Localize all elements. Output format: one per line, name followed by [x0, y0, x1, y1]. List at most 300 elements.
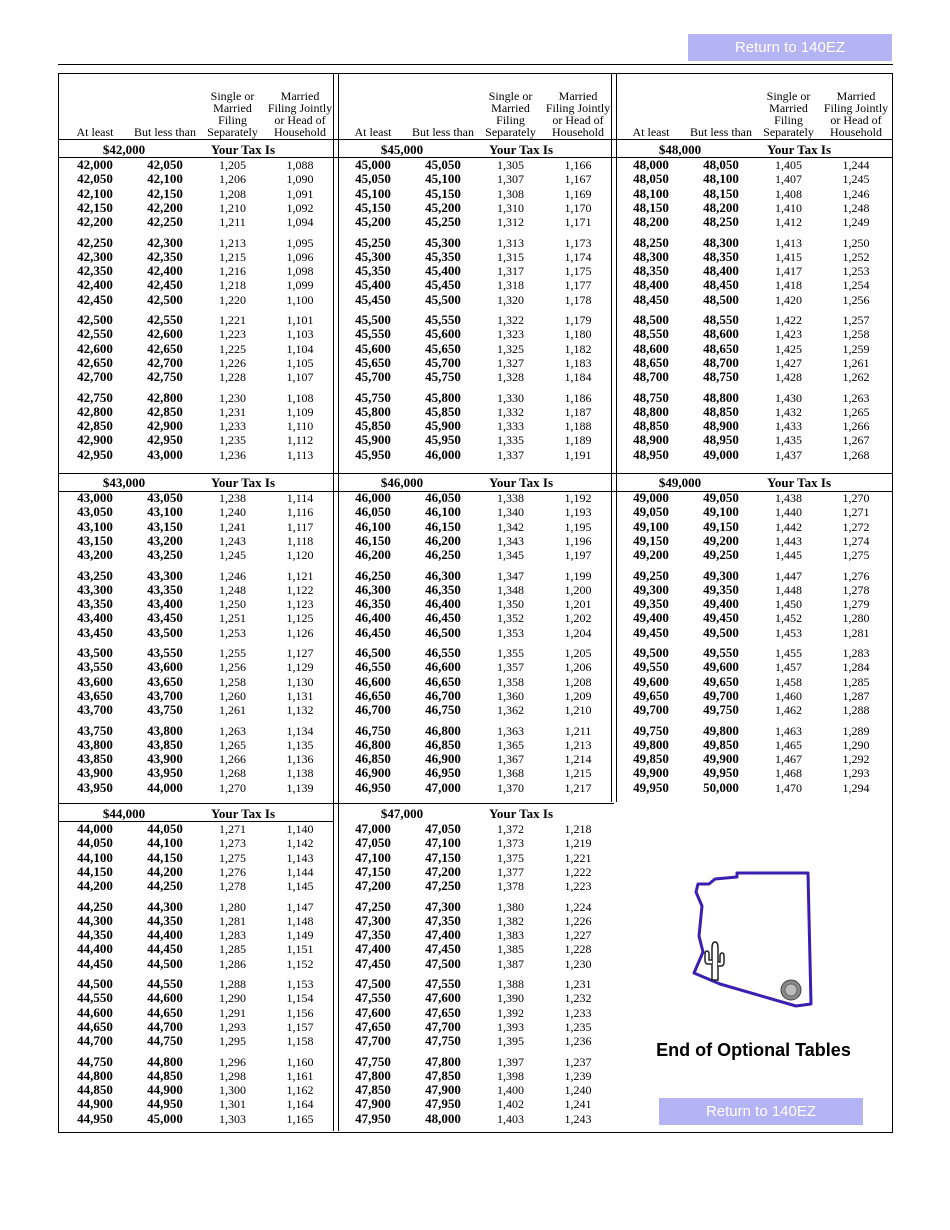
- but-less-than-cell: 48,950: [703, 432, 739, 448]
- married-tax-cell: 1,288: [842, 703, 870, 718]
- table-row: [616, 327, 891, 341]
- table-row: [338, 957, 613, 971]
- at-least-cell: 48,300: [633, 248, 669, 264]
- table-row: [338, 236, 613, 250]
- but-less-than-cell: 46,500: [425, 624, 461, 640]
- at-least-cell: 44,850: [77, 1082, 113, 1098]
- but-less-than-cell: 45,300: [425, 234, 461, 250]
- married-tax-cell: 1,204: [564, 625, 592, 640]
- married-tax-cell: 1,284: [842, 660, 870, 675]
- married-tax-cell: 1,271: [842, 505, 870, 520]
- but-less-than-cell: 46,900: [425, 751, 461, 767]
- at-least-cell: 47,400: [355, 941, 391, 957]
- bracket-header: [616, 142, 891, 157]
- table-row: [60, 611, 335, 625]
- but-less-than-cell: 44,500: [147, 955, 183, 971]
- single-tax-cell: 1,328: [497, 370, 524, 385]
- single-tax-cell: 1,228: [219, 370, 246, 385]
- at-least-cell: 49,750: [633, 722, 669, 738]
- header-but-less-than: But less than: [412, 125, 474, 139]
- at-least-cell: 49,400: [633, 610, 669, 626]
- married-tax-cell: 1,205: [564, 646, 592, 660]
- married-tax-cell: 1,153: [286, 977, 314, 991]
- state-seal-icon: [781, 980, 801, 1000]
- but-less-than-cell: 48,100: [703, 171, 739, 187]
- at-least-cell: 44,000: [77, 821, 113, 836]
- table-row: [338, 405, 613, 419]
- your-tax-is-label: Your Tax Is: [766, 142, 832, 157]
- but-less-than-cell: 42,450: [147, 277, 183, 293]
- your-tax-is-label: Your Tax Is: [210, 806, 276, 821]
- at-least-cell: 48,450: [633, 291, 669, 307]
- married-tax-cell: 1,154: [286, 991, 314, 1006]
- married-tax-cell: 1,243: [564, 1111, 592, 1126]
- but-less-than-cell: 44,450: [147, 941, 183, 957]
- married-tax-cell: 1,157: [286, 1019, 314, 1034]
- single-tax-cell: 1,450: [775, 597, 802, 612]
- married-tax-cell: 1,226: [564, 913, 592, 928]
- married-tax-cell: 1,098: [286, 264, 314, 279]
- but-less-than-cell: 45,600: [425, 326, 461, 342]
- return-to-140ez-button-bottom[interactable]: Return to 140EZ: [659, 1098, 863, 1125]
- at-least-cell: 42,750: [77, 389, 113, 405]
- table-row: [60, 433, 335, 447]
- married-tax-cell: 1,289: [842, 723, 870, 738]
- table-row: [60, 703, 335, 717]
- single-tax-cell: 1,308: [497, 186, 524, 201]
- single-tax-cell: 1,285: [219, 942, 246, 957]
- at-least-cell: 49,900: [633, 765, 669, 781]
- but-less-than-cell: 42,850: [147, 403, 183, 419]
- table-row: [60, 356, 335, 370]
- at-least-cell: 42,900: [77, 432, 113, 448]
- married-tax-cell: 1,214: [564, 752, 592, 767]
- table-row: [338, 158, 613, 172]
- married-tax-cell: 1,095: [286, 235, 314, 250]
- table-row: [616, 611, 891, 625]
- but-less-than-cell: 44,550: [147, 976, 183, 991]
- at-least-cell: 45,800: [355, 403, 391, 419]
- single-tax-cell: 1,413: [775, 235, 802, 250]
- header-single: Single or Married Filing Separately: [207, 89, 258, 139]
- married-tax-cell: 1,126: [286, 625, 314, 640]
- married-tax-cell: 1,125: [286, 611, 314, 626]
- single-tax-cell: 1,403: [497, 1111, 524, 1126]
- married-tax-cell: 1,158: [286, 1034, 314, 1049]
- at-least-cell: 47,700: [355, 1033, 391, 1049]
- but-less-than-cell: 49,250: [703, 547, 739, 563]
- at-least-cell: 42,100: [77, 185, 113, 201]
- header-single: Single or Married Filing Separately: [763, 89, 814, 139]
- table-row: [338, 433, 613, 447]
- at-least-cell: 42,800: [77, 403, 113, 419]
- table-row: [338, 991, 613, 1005]
- single-tax-cell: 1,263: [219, 723, 246, 738]
- but-less-than-cell: 46,100: [425, 504, 461, 520]
- table-row: [60, 942, 335, 956]
- table-row: [60, 391, 335, 405]
- your-tax-is-label: Your Tax Is: [210, 142, 276, 157]
- at-least-cell: 45,100: [355, 185, 391, 201]
- table-row: [338, 201, 613, 215]
- single-tax-cell: 1,467: [775, 752, 802, 767]
- bracket-header: [60, 806, 335, 821]
- single-tax-cell: 1,313: [497, 235, 524, 250]
- single-tax-cell: 1,310: [497, 200, 524, 215]
- at-least-cell: 48,750: [633, 389, 669, 405]
- at-least-cell: 44,300: [77, 912, 113, 928]
- single-tax-cell: 1,440: [775, 505, 802, 520]
- married-tax-cell: 1,236: [564, 1034, 592, 1049]
- married-tax-cell: 1,183: [564, 355, 592, 370]
- married-tax-cell: 1,249: [842, 215, 870, 230]
- top-rule: [58, 64, 893, 65]
- married-tax-cell: 1,145: [286, 879, 314, 894]
- single-tax-cell: 1,221: [219, 313, 246, 327]
- married-tax-cell: 1,293: [842, 766, 870, 781]
- married-tax-cell: 1,136: [286, 752, 314, 767]
- table-row: [338, 738, 613, 752]
- at-least-cell: 46,500: [355, 645, 391, 660]
- single-tax-cell: 1,273: [219, 836, 246, 851]
- married-tax-cell: 1,290: [842, 737, 870, 752]
- table-row: [616, 689, 891, 703]
- single-tax-cell: 1,417: [775, 264, 802, 279]
- but-less-than-cell: 49,750: [703, 702, 739, 718]
- but-less-than-cell: 46,300: [425, 567, 461, 583]
- single-tax-cell: 1,398: [497, 1068, 524, 1083]
- divider-line: [59, 803, 614, 804]
- table-row: [60, 583, 335, 597]
- but-less-than-cell: 44,000: [147, 779, 183, 795]
- but-less-than-cell: 44,900: [147, 1082, 183, 1098]
- but-less-than-cell: 48,850: [703, 403, 739, 419]
- single-tax-cell: 1,433: [775, 419, 802, 434]
- married-tax-cell: 1,117: [286, 519, 314, 534]
- table-row: [60, 172, 335, 186]
- married-tax-cell: 1,223: [564, 879, 592, 894]
- single-tax-cell: 1,243: [219, 533, 246, 548]
- single-tax-cell: 1,407: [775, 172, 802, 187]
- table-row: [616, 646, 891, 660]
- at-least-cell: 44,250: [77, 898, 113, 914]
- return-to-140ez-button[interactable]: Return to 140EZ: [688, 34, 892, 61]
- single-tax-cell: 1,256: [219, 660, 246, 675]
- table-row: [60, 781, 335, 795]
- table-row: [616, 215, 891, 229]
- but-less-than-cell: 46,700: [425, 687, 461, 703]
- at-least-cell: 44,700: [77, 1033, 113, 1049]
- single-tax-cell: 1,231: [219, 404, 246, 419]
- at-least-cell: 42,550: [77, 326, 113, 342]
- table-row: [616, 534, 891, 548]
- married-tax-cell: 1,278: [842, 582, 870, 597]
- at-least-cell: 49,850: [633, 751, 669, 767]
- table-row: [338, 370, 613, 384]
- but-less-than-cell: 42,600: [147, 326, 183, 342]
- single-tax-cell: 1,286: [219, 956, 246, 971]
- table-row: [616, 172, 891, 186]
- single-tax-cell: 1,430: [775, 390, 802, 405]
- table-row: [338, 865, 613, 879]
- table-row: [616, 313, 891, 327]
- single-tax-cell: 1,218: [219, 278, 246, 293]
- married-tax-cell: 1,219: [564, 836, 592, 851]
- married-tax-cell: 1,281: [842, 625, 870, 640]
- but-less-than-cell: 46,650: [425, 673, 461, 689]
- single-tax-cell: 1,312: [497, 215, 524, 230]
- single-tax-cell: 1,375: [497, 850, 524, 865]
- table-row: [338, 1112, 613, 1126]
- single-tax-cell: 1,455: [775, 646, 802, 660]
- single-tax-cell: 1,291: [219, 1005, 246, 1020]
- table-row: [338, 977, 613, 991]
- table-row: [60, 548, 335, 562]
- at-least-cell: 46,950: [355, 779, 391, 795]
- table-row: [60, 991, 335, 1005]
- married-tax-cell: 1,257: [842, 313, 870, 327]
- married-tax-cell: 1,099: [286, 278, 314, 293]
- but-less-than-cell: 46,750: [425, 702, 461, 718]
- table-row: [616, 356, 891, 370]
- at-least-cell: 45,050: [355, 171, 391, 187]
- at-least-cell: 44,650: [77, 1018, 113, 1034]
- but-less-than-cell: 43,150: [147, 518, 183, 534]
- single-tax-cell: 1,428: [775, 370, 802, 385]
- at-least-cell: 43,350: [77, 596, 113, 612]
- married-tax-cell: 1,178: [564, 292, 592, 307]
- table-row: [338, 928, 613, 942]
- single-tax-cell: 1,395: [497, 1034, 524, 1049]
- but-less-than-cell: 43,050: [147, 490, 183, 505]
- table-row: [60, 914, 335, 928]
- table-row: [616, 201, 891, 215]
- but-less-than-cell: 43,200: [147, 532, 183, 548]
- at-least-cell: 43,650: [77, 687, 113, 703]
- table-row: [60, 836, 335, 850]
- at-least-cell: 46,000: [355, 490, 391, 505]
- single-tax-cell: 1,470: [775, 780, 802, 795]
- single-tax-cell: 1,323: [497, 327, 524, 342]
- single-tax-cell: 1,278: [219, 879, 246, 894]
- table-row: [338, 278, 613, 292]
- but-less-than-cell: 46,250: [425, 547, 461, 563]
- but-less-than-cell: 45,900: [425, 418, 461, 434]
- table-row: [338, 766, 613, 780]
- at-least-cell: 45,450: [355, 291, 391, 307]
- but-less-than-cell: 44,100: [147, 835, 183, 851]
- at-least-cell: 48,550: [633, 326, 669, 342]
- married-tax-cell: 1,100: [286, 292, 314, 307]
- single-tax-cell: 1,365: [497, 737, 524, 752]
- but-less-than-cell: 45,100: [425, 171, 461, 187]
- married-tax-cell: 1,215: [564, 766, 592, 781]
- table-row: [60, 675, 335, 689]
- but-less-than-cell: 45,500: [425, 291, 461, 307]
- table-row: [616, 391, 891, 405]
- married-tax-cell: 1,233: [564, 1005, 592, 1020]
- at-least-cell: 45,200: [355, 214, 391, 230]
- married-tax-cell: 1,108: [286, 390, 314, 405]
- at-least-cell: 47,150: [355, 863, 391, 879]
- but-less-than-cell: 49,850: [703, 736, 739, 752]
- single-tax-cell: 1,348: [497, 582, 524, 597]
- at-least-cell: 48,050: [633, 171, 669, 187]
- table-row: [616, 626, 891, 640]
- married-tax-cell: 1,195: [564, 519, 592, 534]
- table-row: [616, 675, 891, 689]
- married-tax-cell: 1,192: [564, 491, 592, 505]
- but-less-than-cell: 47,100: [425, 835, 461, 851]
- but-less-than-cell: 46,350: [425, 581, 461, 597]
- at-least-cell: 46,750: [355, 722, 391, 738]
- table-row: [60, 505, 335, 519]
- table-row: [616, 520, 891, 534]
- single-tax-cell: 1,458: [775, 674, 802, 689]
- but-less-than-cell: 47,650: [425, 1004, 461, 1020]
- at-least-cell: 47,650: [355, 1018, 391, 1034]
- table-row: [60, 1055, 335, 1069]
- table-row: [60, 851, 335, 865]
- at-least-cell: 42,650: [77, 354, 113, 370]
- at-least-cell: 48,350: [633, 263, 669, 279]
- single-tax-cell: 1,438: [775, 491, 802, 505]
- but-less-than-cell: 43,300: [147, 567, 183, 583]
- married-tax-cell: 1,213: [564, 737, 592, 752]
- married-tax-cell: 1,279: [842, 597, 870, 612]
- single-tax-cell: 1,363: [497, 723, 524, 738]
- but-less-than-cell: 48,000: [425, 1110, 461, 1126]
- at-least-cell: 48,250: [633, 234, 669, 250]
- married-tax-cell: 1,240: [564, 1083, 592, 1098]
- single-tax-cell: 1,293: [219, 1019, 246, 1034]
- single-tax-cell: 1,223: [219, 327, 246, 342]
- table-row: [616, 752, 891, 766]
- single-tax-cell: 1,453: [775, 625, 802, 640]
- married-tax-cell: 1,199: [564, 568, 592, 583]
- at-least-cell: 48,650: [633, 354, 669, 370]
- but-less-than-cell: 47,000: [425, 779, 461, 795]
- but-less-than-cell: 42,950: [147, 432, 183, 448]
- at-least-cell: 48,100: [633, 185, 669, 201]
- at-least-cell: 45,900: [355, 432, 391, 448]
- at-least-cell: 42,400: [77, 277, 113, 293]
- married-tax-cell: 1,197: [564, 548, 592, 563]
- at-least-cell: 49,100: [633, 518, 669, 534]
- but-less-than-cell: 42,900: [147, 418, 183, 434]
- single-tax-cell: 1,345: [497, 548, 524, 563]
- married-tax-cell: 1,096: [286, 249, 314, 264]
- at-least-cell: 46,650: [355, 687, 391, 703]
- table-row: [616, 264, 891, 278]
- single-tax-cell: 1,276: [219, 864, 246, 879]
- married-tax-cell: 1,270: [842, 491, 870, 505]
- at-least-cell: 47,100: [355, 849, 391, 865]
- table-row: [60, 822, 335, 836]
- married-tax-cell: 1,253: [842, 264, 870, 279]
- table-row: [60, 1112, 335, 1126]
- table-row: [338, 879, 613, 893]
- table-row: [338, 342, 613, 356]
- table-row: [616, 548, 891, 562]
- table-row: [60, 724, 335, 738]
- bracket-amount: $44,000: [102, 806, 146, 821]
- at-least-cell: 43,700: [77, 702, 113, 718]
- single-tax-cell: 1,298: [219, 1068, 246, 1083]
- single-tax-cell: 1,238: [219, 491, 246, 505]
- but-less-than-cell: 49,950: [703, 765, 739, 781]
- married-tax-cell: 1,123: [286, 597, 314, 612]
- table-row: [60, 1020, 335, 1034]
- single-tax-cell: 1,327: [497, 355, 524, 370]
- single-tax-cell: 1,330: [497, 390, 524, 405]
- single-tax-cell: 1,423: [775, 327, 802, 342]
- but-less-than-cell: 45,400: [425, 263, 461, 279]
- header-married: Married Filing Jointly or Head of Household: [267, 89, 333, 139]
- table-row: [60, 419, 335, 433]
- at-least-cell: 43,000: [77, 490, 113, 505]
- but-less-than-cell: 42,150: [147, 185, 183, 201]
- but-less-than-cell: 48,300: [703, 234, 739, 250]
- but-less-than-cell: 45,150: [425, 185, 461, 201]
- single-tax-cell: 1,357: [497, 660, 524, 675]
- single-tax-cell: 1,318: [497, 278, 524, 293]
- table-row: [60, 957, 335, 971]
- but-less-than-cell: 47,150: [425, 849, 461, 865]
- married-tax-cell: 1,143: [286, 850, 314, 865]
- table-row: [338, 534, 613, 548]
- married-tax-cell: 1,101: [286, 313, 314, 327]
- married-tax-cell: 1,122: [286, 582, 314, 597]
- married-tax-cell: 1,266: [842, 419, 870, 434]
- table-row: [338, 520, 613, 534]
- at-least-cell: 42,700: [77, 369, 113, 385]
- but-less-than-cell: 48,700: [703, 354, 739, 370]
- table-row: [338, 1097, 613, 1111]
- but-less-than-cell: 48,250: [703, 214, 739, 230]
- table-row: [338, 689, 613, 703]
- but-less-than-cell: 45,950: [425, 432, 461, 448]
- married-tax-cell: 1,171: [564, 215, 592, 230]
- at-least-cell: 43,550: [77, 659, 113, 675]
- at-least-cell: 42,150: [77, 199, 113, 215]
- but-less-than-cell: 44,150: [147, 849, 183, 865]
- divider-line: [59, 473, 892, 474]
- but-less-than-cell: 48,400: [703, 263, 739, 279]
- single-tax-cell: 1,216: [219, 264, 246, 279]
- single-tax-cell: 1,442: [775, 519, 802, 534]
- married-tax-cell: 1,235: [564, 1019, 592, 1034]
- but-less-than-cell: 44,050: [147, 821, 183, 836]
- married-tax-cell: 1,285: [842, 674, 870, 689]
- married-tax-cell: 1,175: [564, 264, 592, 279]
- table-row: [616, 448, 891, 462]
- but-less-than-cell: 46,050: [425, 490, 461, 505]
- but-less-than-cell: 44,250: [147, 878, 183, 894]
- but-less-than-cell: 46,000: [425, 446, 461, 462]
- single-tax-cell: 1,281: [219, 913, 246, 928]
- single-tax-cell: 1,352: [497, 611, 524, 626]
- single-tax-cell: 1,335: [497, 433, 524, 448]
- married-tax-cell: 1,189: [564, 433, 592, 448]
- married-tax-cell: 1,173: [564, 235, 592, 250]
- single-tax-cell: 1,338: [497, 491, 524, 505]
- single-tax-cell: 1,383: [497, 928, 524, 943]
- married-tax-cell: 1,091: [286, 186, 314, 201]
- married-tax-cell: 1,210: [564, 703, 592, 718]
- table-row: [616, 738, 891, 752]
- single-tax-cell: 1,325: [497, 341, 524, 356]
